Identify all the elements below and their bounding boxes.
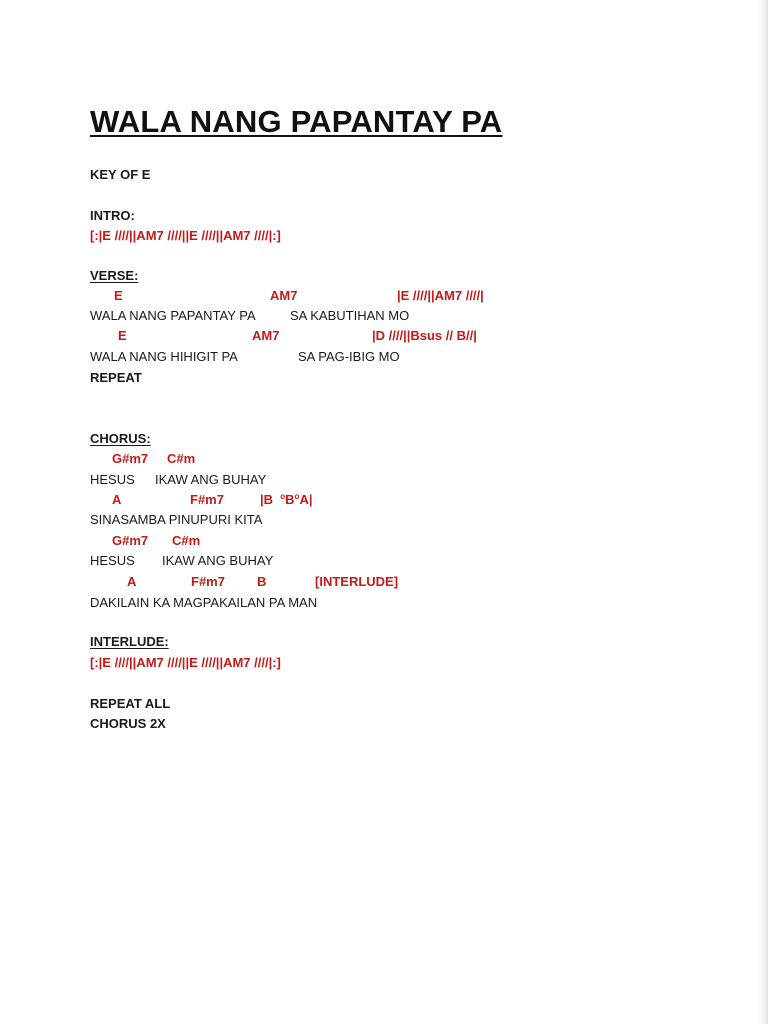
intro-progression: [:|E ////||AM7 ////||E ////||AM7 ////|:] xyxy=(90,228,281,243)
diminished-symbol: o xyxy=(280,492,286,501)
diminished-symbol: o xyxy=(294,492,300,501)
chorus-lyric-4: DAKILAIN KA MAGPAKAILAN PA MAN xyxy=(90,595,318,610)
chorus-chord-4a: A xyxy=(127,574,137,589)
chorus-chord-4c: B xyxy=(257,574,267,589)
interlude-label: INTERLUDE: xyxy=(90,634,169,649)
verse-lyric-2b: SA PAG-IBIG MO xyxy=(298,349,400,364)
chorus-chord-3b: C#m xyxy=(172,533,201,548)
verse-chord-1c: |E ////||AM7 ////| xyxy=(397,288,484,303)
chorus-lyric-3a: HESUS xyxy=(90,553,135,568)
chord-part: B xyxy=(285,492,295,507)
chorus-chord-2a: A xyxy=(112,492,122,507)
chorus-lyric-1a: HESUS xyxy=(90,472,135,487)
chorus-lyric-1b: IKAW ANG BUHAY xyxy=(155,472,267,487)
chorus-chord-2c xyxy=(260,492,312,508)
chorus-chord-1b: C#m xyxy=(167,451,196,466)
verse-chord-2b: AM7 xyxy=(252,328,280,343)
chorus-label: CHORUS: xyxy=(90,431,151,446)
interlude-progression: [:|E ////||AM7 ////||E ////||AM7 ////|:] xyxy=(90,655,281,670)
page-edge-shadow xyxy=(758,0,768,1024)
verse-lyric-2a: WALA NANG HIHIGIT PA xyxy=(90,349,238,364)
chorus-chord-4b: F#m7 xyxy=(191,574,225,589)
chord-part: |B xyxy=(260,492,274,507)
chorus-chord-4d: [INTERLUDE] xyxy=(315,574,399,589)
verse-chord-1b: AM7 xyxy=(270,288,298,303)
chorus-lyric-3b: IKAW ANG BUHAY xyxy=(162,553,274,568)
chord-part: A| xyxy=(299,492,313,507)
verse-chord-2c: |D ////||Bsus // B//| xyxy=(372,328,477,343)
verse-chord-2a: E xyxy=(118,328,127,343)
song-title: WALA NANG PAPANTAY PA xyxy=(90,104,503,139)
verse-chord-1a: E xyxy=(114,288,123,303)
intro-label: INTRO: xyxy=(90,208,135,223)
verse-lyric-1a: WALA NANG PAPANTAY PA xyxy=(90,308,256,323)
chorus-lyric-2: SINASAMBA PINUPURI KITA xyxy=(90,512,263,527)
verse-label: VERSE: xyxy=(90,268,139,283)
repeat-all: REPEAT ALL xyxy=(90,696,171,711)
chorus-chord-1a: G#m7 xyxy=(112,451,149,466)
chorus-2x: CHORUS 2X xyxy=(90,716,166,731)
song-key: KEY OF E xyxy=(90,167,151,182)
chorus-chord-3a: G#m7 xyxy=(112,533,149,548)
chorus-chord-2b: F#m7 xyxy=(190,492,224,507)
verse-lyric-1b: SA KABUTIHAN MO xyxy=(290,308,410,323)
verse-repeat: REPEAT xyxy=(90,370,142,385)
